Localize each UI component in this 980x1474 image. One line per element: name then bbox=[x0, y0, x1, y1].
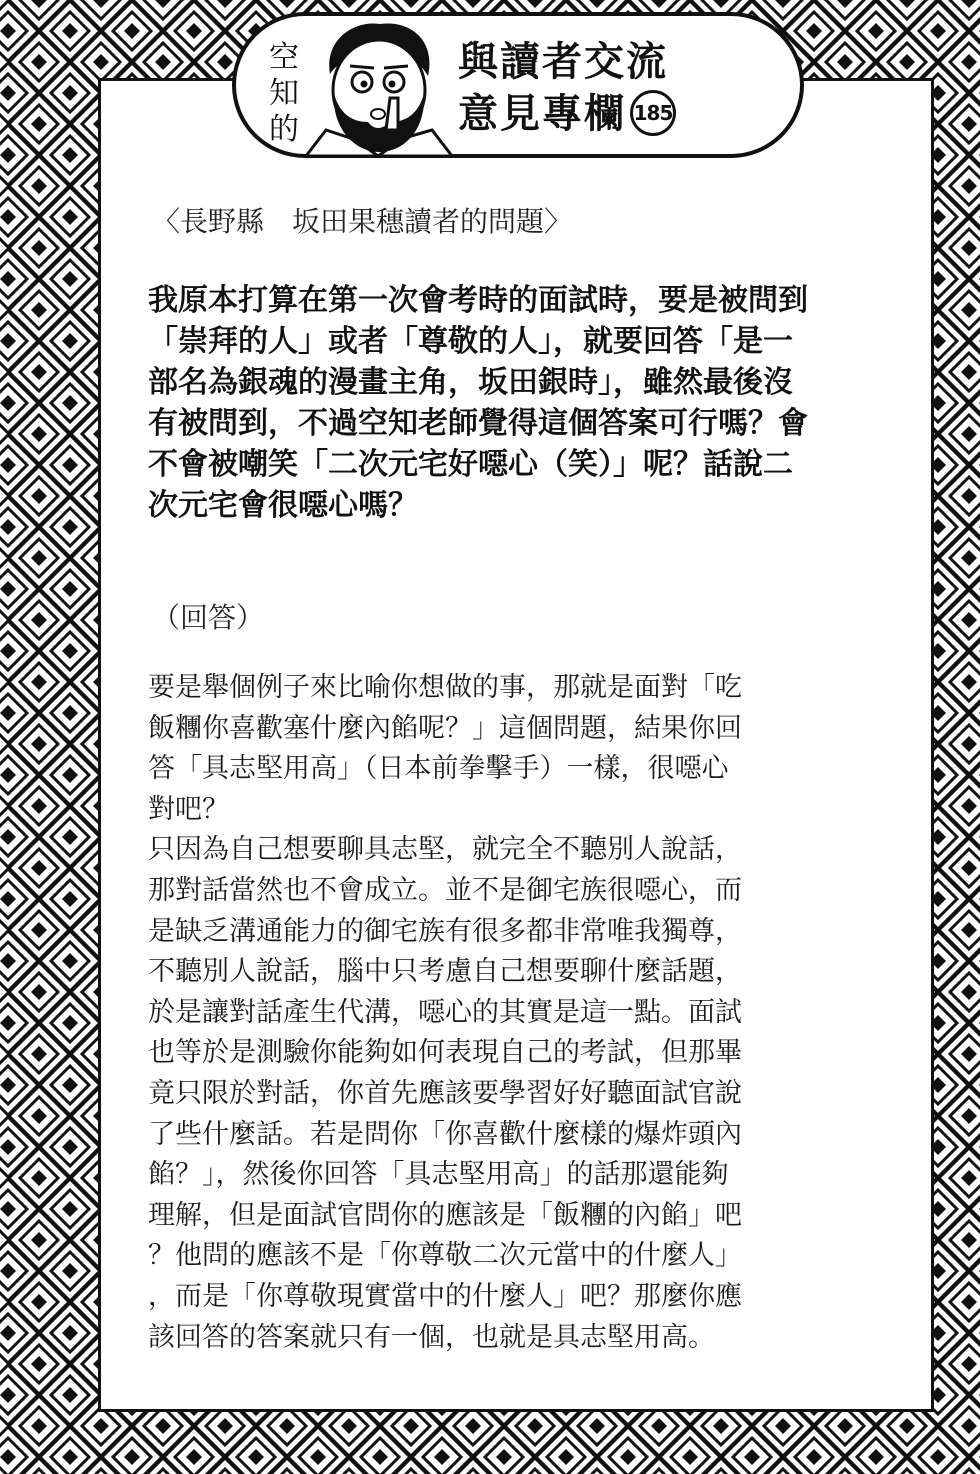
column-label-char: 知 bbox=[269, 76, 299, 111]
answer-line: 不聽別人說話，腦中只考慮自己想要聊什麼話題， bbox=[148, 956, 742, 988]
answer-line: 竟只限於對話，你首先應該要學習好好聽面試官說 bbox=[148, 1077, 742, 1109]
answer-line: 於是讓對話產生代溝，噁心的其實是這一點。面試 bbox=[148, 996, 742, 1028]
title-line-2 bbox=[458, 88, 676, 140]
question-source: 〈長野縣 坂田果穗讀者的問題〉 bbox=[152, 205, 573, 238]
answer-line: 只因為自己想要聊具志堅，就完全不聽別人說話， bbox=[148, 834, 742, 866]
title-line-1: 與讀者交流 bbox=[458, 39, 668, 85]
answer-line: 那對話當然也不會成立。並不是御宅族很噁心，而 bbox=[148, 874, 742, 906]
answer-line: ，而是「你尊敬現實當中的什麼人」吧？那麼你應 bbox=[148, 1280, 742, 1312]
bearded-author-avatar-icon bbox=[286, 18, 466, 156]
answer-line: 是缺乏溝通能力的御宅族有很多都非常唯我獨尊， bbox=[148, 915, 742, 947]
answer-line: 飯糰你喜歡塞什麼內餡呢？」這個問題，結果你回 bbox=[148, 712, 742, 744]
column-label-char: 空 bbox=[269, 40, 299, 75]
column-header bbox=[232, 12, 804, 158]
answer-line: 理解，但是面試官問你的應該是「飯糰的內餡」吧 bbox=[148, 1199, 742, 1231]
answer-line: 了些什麼話。若是問你「你喜歡什麼樣的爆炸頭內 bbox=[148, 1118, 742, 1150]
question-line: 部名為銀魂的漫畫主角，坂田銀時」，雖然最後沒 bbox=[148, 365, 793, 400]
answer-line: 要是舉個例子來比喻你想做的事，那就是面對「吃 bbox=[148, 672, 742, 703]
column-title bbox=[458, 36, 676, 140]
answer-line: 餡？」，然後你回答「具志堅用高」的話那還能夠 bbox=[148, 1159, 729, 1191]
answer-label: （回答） bbox=[152, 601, 265, 634]
question-line: 次元宅會很噁心嗎？ bbox=[148, 488, 418, 523]
answer-line: ？他問的應該不是「你尊敬二次元當中的什麼人」 bbox=[148, 1240, 742, 1272]
question-text bbox=[148, 280, 888, 526]
question-line: 我原本打算在第一次會考時的面試時，要是被問到 bbox=[148, 283, 808, 318]
answer-line: 該回答的答案就只有一個，也就是具志堅用高。 bbox=[148, 1321, 715, 1353]
title-line-2-text: 意見專欄 bbox=[458, 91, 626, 137]
answer-line: 對吧？ bbox=[148, 793, 229, 825]
question-line: 有被問到，不過空知老師覺得這個答案可行嗎？會 bbox=[148, 406, 808, 441]
answer-line: 答「具志堅用高」（日本前拳擊手）一樣，很噁心 bbox=[148, 753, 729, 785]
column-label-char: 的 bbox=[269, 112, 299, 147]
issue-number-badge: 185 bbox=[630, 90, 676, 136]
question-line: 不會被嘲笑「二次元宅好噁心（笑）」呢？話說二 bbox=[148, 447, 793, 482]
answer-line: 也等於是測驗你能夠如何表現自己的考試，但那畢 bbox=[148, 1037, 742, 1069]
question-line: 「崇拜的人」或者「尊敬的人」，就要回答「是一 bbox=[148, 324, 793, 359]
answer-text bbox=[148, 668, 890, 1358]
